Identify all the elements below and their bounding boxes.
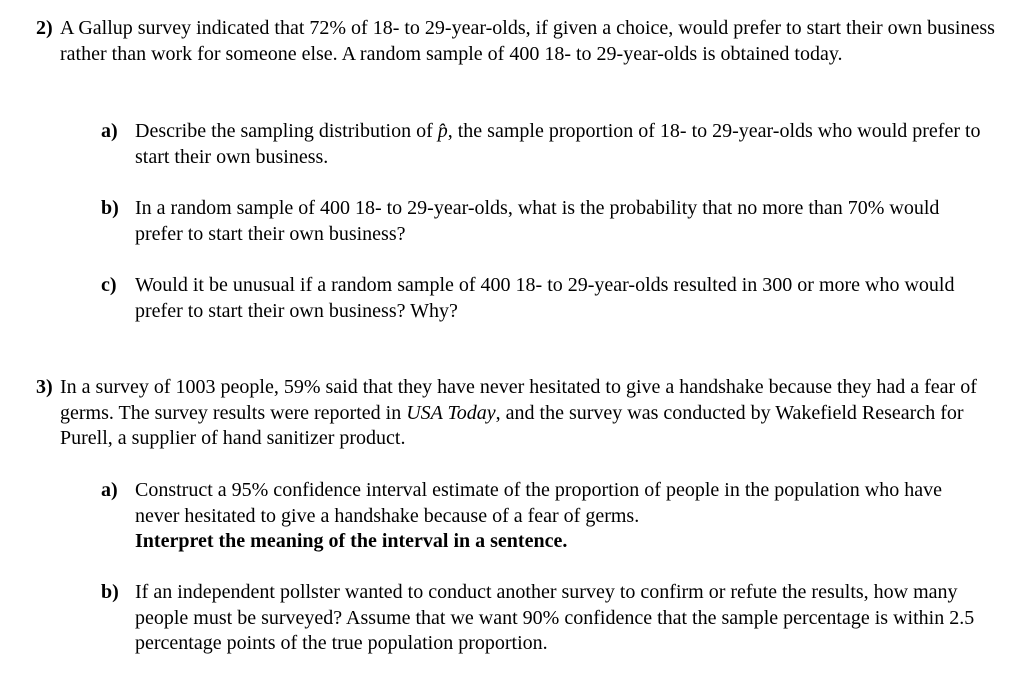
- part-letter: b): [101, 197, 119, 219]
- problem-stem: A Gallup survey indicated that 72% of 18- to 29-year-olds, if given a choice, would prefer to start their own business rather than work for someone else. A random sample of 400 18- to 29-year-olds is obtained today.: [60, 17, 995, 65]
- problem-2-part-a: [101, 119, 981, 170]
- p-hat-symbol: p̂: [437, 120, 448, 142]
- stem-after: , and the survey was conducted by Wakefield Research for Purell, a supplier of hand sanitizer product.: [60, 401, 964, 449]
- problem-2-part-b: [101, 196, 981, 247]
- problem-3-part-a: [101, 478, 981, 555]
- problem-2-part-c: [101, 273, 981, 324]
- problem-stem: [60, 375, 1001, 452]
- part-bold-instruction: Interpret the meaning of the interval in a sentence.: [135, 530, 568, 552]
- stem-before: In a survey of 1003 people, 59% said that they have never hesitated to give a handshake because they had a fear of germs. The survey results were reported in: [60, 376, 977, 424]
- problem-2: [36, 16, 1001, 67]
- part-letter: a): [101, 120, 118, 142]
- part-text-before: Describe the sampling distribution of: [135, 120, 438, 142]
- problem-3-part-b: [101, 580, 981, 657]
- part-text: [135, 119, 981, 170]
- publication-name: USA Today: [406, 401, 496, 424]
- part-text: If an independent pollster wanted to conduct another survey to confirm or refute the results, how many people must be surveyed? Assume that we want 90% confidence that the sample percentage is within 2.5 percentage points of the true population proportion.: [135, 581, 975, 654]
- part-text-body: Construct a 95% confidence interval estimate of the proportion of people in the population who have never hesitated to give a handshake because of a fear of germs.: [135, 479, 942, 527]
- part-letter: c): [101, 274, 117, 296]
- part-letter: b): [101, 581, 119, 603]
- part-text: [135, 478, 981, 555]
- part-text: In a random sample of 400 18- to 29-year-olds, what is the probability that no more than 70% would prefer to start their own business?: [135, 197, 940, 245]
- problem-number: 3): [36, 376, 53, 398]
- part-text: Would it be unusual if a random sample of 400 18- to 29-year-olds resulted in 300 or more who would prefer to start their own business? Why?: [135, 274, 955, 322]
- part-letter: a): [101, 479, 118, 501]
- part-text-after: , the sample proportion of 18- to 29-year-olds who would prefer to start their own business.: [135, 120, 981, 168]
- problem-number: 2): [36, 17, 53, 39]
- problem-3: [36, 375, 1001, 452]
